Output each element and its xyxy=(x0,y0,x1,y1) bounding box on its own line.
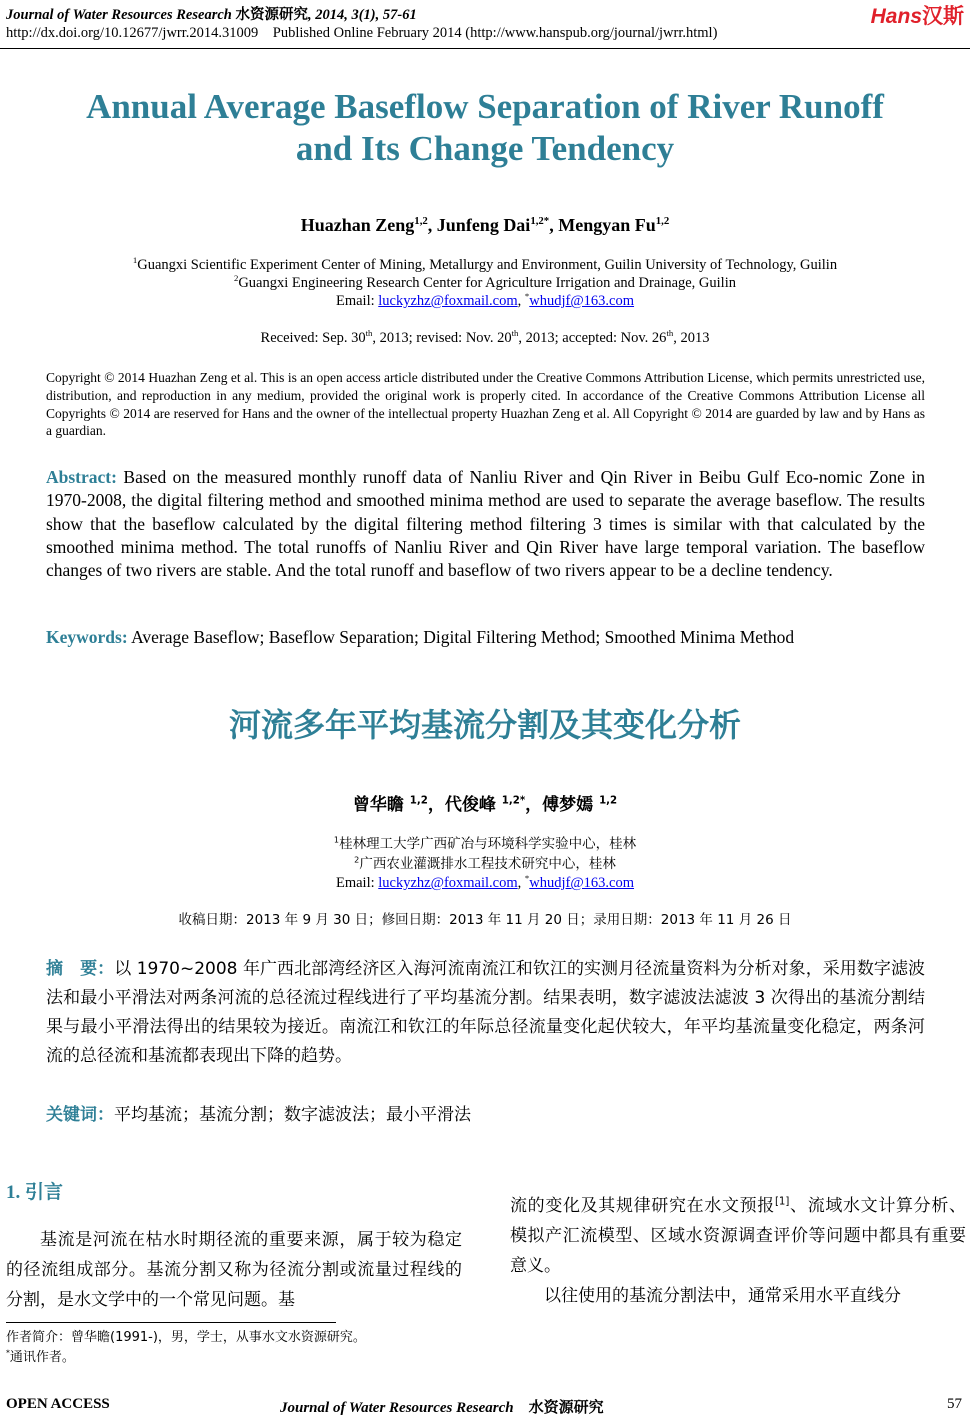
doi-line xyxy=(6,25,717,42)
received-part3: , 2013; accepted: Nov. 26 xyxy=(518,330,667,346)
email-line-en xyxy=(0,292,970,310)
aff2-cn-text: 广西农业灌溉排水工程技术研究中心，桂林 xyxy=(359,856,616,872)
aff2-text: Guangxi Engineering Research Center for Agriculture Irrigation and Drainage, Guilin xyxy=(238,275,736,291)
abstract-cn xyxy=(46,955,925,1071)
footnote-author-bio: 作者简介：曾华瞻(1991-)，男，学士，从事水文水资源研究。 xyxy=(6,1330,366,1345)
author-3: , Mengyan Fu xyxy=(549,215,656,235)
journal-name-cn: 水资源研究 xyxy=(235,7,308,23)
received-sup1: th xyxy=(365,328,373,339)
received-sup2: th xyxy=(511,328,519,339)
received-dates-en xyxy=(0,329,970,347)
title-en-line1: Annual Average Baseflow Separation of River Runoff xyxy=(86,87,884,126)
author-1-cn: 曾华瞻 xyxy=(352,795,410,815)
author-1: Huazhan Zeng xyxy=(300,215,415,235)
keywords-label-en: Keywords: xyxy=(46,627,128,647)
received-sup3: th xyxy=(666,328,674,339)
author-2: , Junfeng Dai xyxy=(427,215,531,235)
email-2-sup-cn: * xyxy=(524,873,530,884)
dates-cn: 收稿日期：2013 年 9 月 30 日；修回日期：2013 年 11 月 20 日；录用日期：2013 年 11 月 26 日 xyxy=(178,912,792,928)
published-online: Published Online February 2014 (http://www.hanspub.org/journal/jwrr.html) xyxy=(272,25,718,41)
paper-title-en xyxy=(0,86,970,170)
author-3-affil: 1,2 xyxy=(655,215,670,227)
hans-logo xyxy=(871,0,964,30)
aff1-sup: 1 xyxy=(132,255,138,266)
author-1-affil: 1,2 xyxy=(414,215,428,227)
author-2-cn: ，代俊峰 xyxy=(427,795,502,815)
affiliation-1-cn xyxy=(0,835,970,853)
aff1-cn-sup: 1 xyxy=(333,834,340,845)
received-part1: Received: Sep. 30 xyxy=(260,330,366,346)
email-2-sup: * xyxy=(524,291,530,302)
citation-1[interactable]: [1] xyxy=(774,1196,790,1208)
abstract-text-en: Based on the measured monthly runoff data of Nanliu River and Qin River in Beibu Gulf Eco-nomic Zone in 1970-2008, the digital filtering method and smoothed minima method are used to separate the average baseflow. The results show that the baseflow calculated by the digital filtering method filtering 3 times is similar with that calculated by the smoothed minima method. The total runoffs of Nanliu River and Qin River have large temporal variation. The baseflow changes of two rivers are stable. And the total runoff and baseflow of two rivers appear to be a decline tendency. xyxy=(46,467,925,581)
email-sep-cn: , xyxy=(517,875,525,891)
right-para-2: 以往使用的基流分割法中，通常采用水平直线分 xyxy=(544,1286,901,1306)
author-3-cn-affil: 1,2 xyxy=(599,795,618,807)
title-en-line2: and Its Change Tendency xyxy=(295,129,675,168)
authors-cn xyxy=(0,790,970,815)
right-para-1 xyxy=(510,1191,966,1281)
author-2-cn-affil: 1,2* xyxy=(501,795,526,807)
copyright-notice: Copyright © 2014 Huazhan Zeng et al. This is an open access article distributed under the Creative Commons Attribution License, which permits unrestricted use, distribution, and reproduction in any medium, provided the original work is properly cited. In accordance of the Creative Commons Attribution License all Copyrights © 2014 are reserved for Hans and the owner of the intellectual property Huazhan Zeng et al. All Copyright © 2014 are guarded by law and by Hans as a guardian. xyxy=(46,370,925,439)
email-link-2[interactable]: whudjf@163.com xyxy=(529,293,635,309)
email-sep: , xyxy=(517,293,525,309)
journal-name-en: Journal of Water Resources Research xyxy=(6,7,232,23)
section-heading-intro xyxy=(6,1177,63,1204)
section-number: 1. xyxy=(6,1182,25,1203)
aff2-sup: 2 xyxy=(233,273,239,284)
abstract-label-en: Abstract: xyxy=(46,467,117,487)
aff1-cn-text: 桂林理工大学广西矿冶与环境科学实验中心，桂林 xyxy=(339,836,637,852)
right-para-1b: 、流域水文计算分析、模拟产汇流模型、区域水资源调查评价等问题中都具有重要意义。 xyxy=(510,1196,966,1276)
authors-en xyxy=(0,215,970,236)
footnote-2-sup: * xyxy=(6,1348,10,1358)
email-line-cn xyxy=(0,874,970,892)
footnote-corresponding xyxy=(6,1346,75,1365)
author-3-cn: ，傅梦嫣 xyxy=(525,795,600,815)
paper-title-cn: 河流多年平均基流分割及其变化分析 xyxy=(228,706,741,744)
footer-journal xyxy=(280,1396,604,1417)
abstract-text-cn: 以 1970~2008 年广西北部湾经济区入海河流南流江和钦江的实测月径流量资料为分析对象，采用数字滤波法和最小平滑法对两条河流的总径流过程线进行了平均基流分割。结果表明，数字滤波法滤波 3 次得出的基流分割结果与最小平滑法得出的结果较为接近。南流江和钦江的年际总径流量变化起伏较大，年平均基流量变化稳定，两条河流的总径流和基流都表现出下降的趋势。 xyxy=(46,959,926,1066)
journal-issue: , 2014, 3(1), 57-61 xyxy=(307,7,417,23)
author-1-cn-affil: 1,2 xyxy=(409,795,428,807)
email-link-1[interactable]: luckyzhz@foxmail.com xyxy=(378,293,518,309)
keywords-en xyxy=(46,627,925,648)
affiliation-2-en xyxy=(0,274,970,292)
keywords-text-cn: 平均基流；基流分割；数字滤波法；最小平滑法 xyxy=(114,1105,471,1125)
email-label: Email: xyxy=(335,293,379,309)
footnote-2-text: 通讯作者。 xyxy=(9,1350,75,1365)
affiliation-1-en xyxy=(0,256,970,274)
logo-text-cn: 汉斯 xyxy=(922,5,964,28)
email-label-cn: Email: xyxy=(335,875,379,891)
keywords-text-en: Average Baseflow; Baseflow Separation; Digital Filtering Method; Smoothed Minima Method xyxy=(127,627,795,647)
received-part2: , 2013; revised: Nov. 20 xyxy=(372,330,512,346)
abstract-label-cn: 摘 要： xyxy=(46,959,115,979)
section-title: 引言 xyxy=(25,1181,64,1203)
keywords-label-cn: 关键词： xyxy=(46,1105,114,1125)
email-link-1-cn[interactable]: luckyzhz@foxmail.com xyxy=(378,875,518,891)
affiliation-2-cn xyxy=(0,855,970,873)
open-access-label: OPEN ACCESS xyxy=(6,1396,110,1412)
footer-journal-cn: 水资源研究 xyxy=(528,1398,604,1416)
footnote-divider xyxy=(6,1322,336,1323)
body-column-right xyxy=(510,1191,966,1311)
journal-header xyxy=(6,3,417,24)
abstract-en xyxy=(46,466,925,582)
header-divider xyxy=(0,48,970,49)
doi-link[interactable]: http://dx.doi.org/10.12677/jwrr.2014.31009 xyxy=(6,25,259,41)
received-part4: , 2013 xyxy=(673,330,710,346)
footer-journal-en: Journal of Water Resources Research xyxy=(280,1400,514,1416)
logo-text-en: Hans xyxy=(870,5,922,28)
aff1-text: Guangxi Scientific Experiment Center of Mining, Metallurgy and Environment, Guilin University of Technology, Guilin xyxy=(137,257,838,273)
page-number: 57 xyxy=(947,1396,962,1412)
email-link-2-cn[interactable]: whudjf@163.com xyxy=(529,875,635,891)
aff2-cn-sup: 2 xyxy=(354,854,360,865)
body-column-left: 基流是河流在枯水时期径流的重要来源，属于较为稳定的径流组成部分。基流分割又称为径流分割或流量过程线的分割，是水文学中的一个常见问题。基 xyxy=(6,1230,462,1310)
right-para-1a: 流的变化及其规律研究在水文预报 xyxy=(510,1196,775,1216)
keywords-cn xyxy=(46,1100,925,1125)
author-2-affil: 1,2* xyxy=(530,215,550,227)
